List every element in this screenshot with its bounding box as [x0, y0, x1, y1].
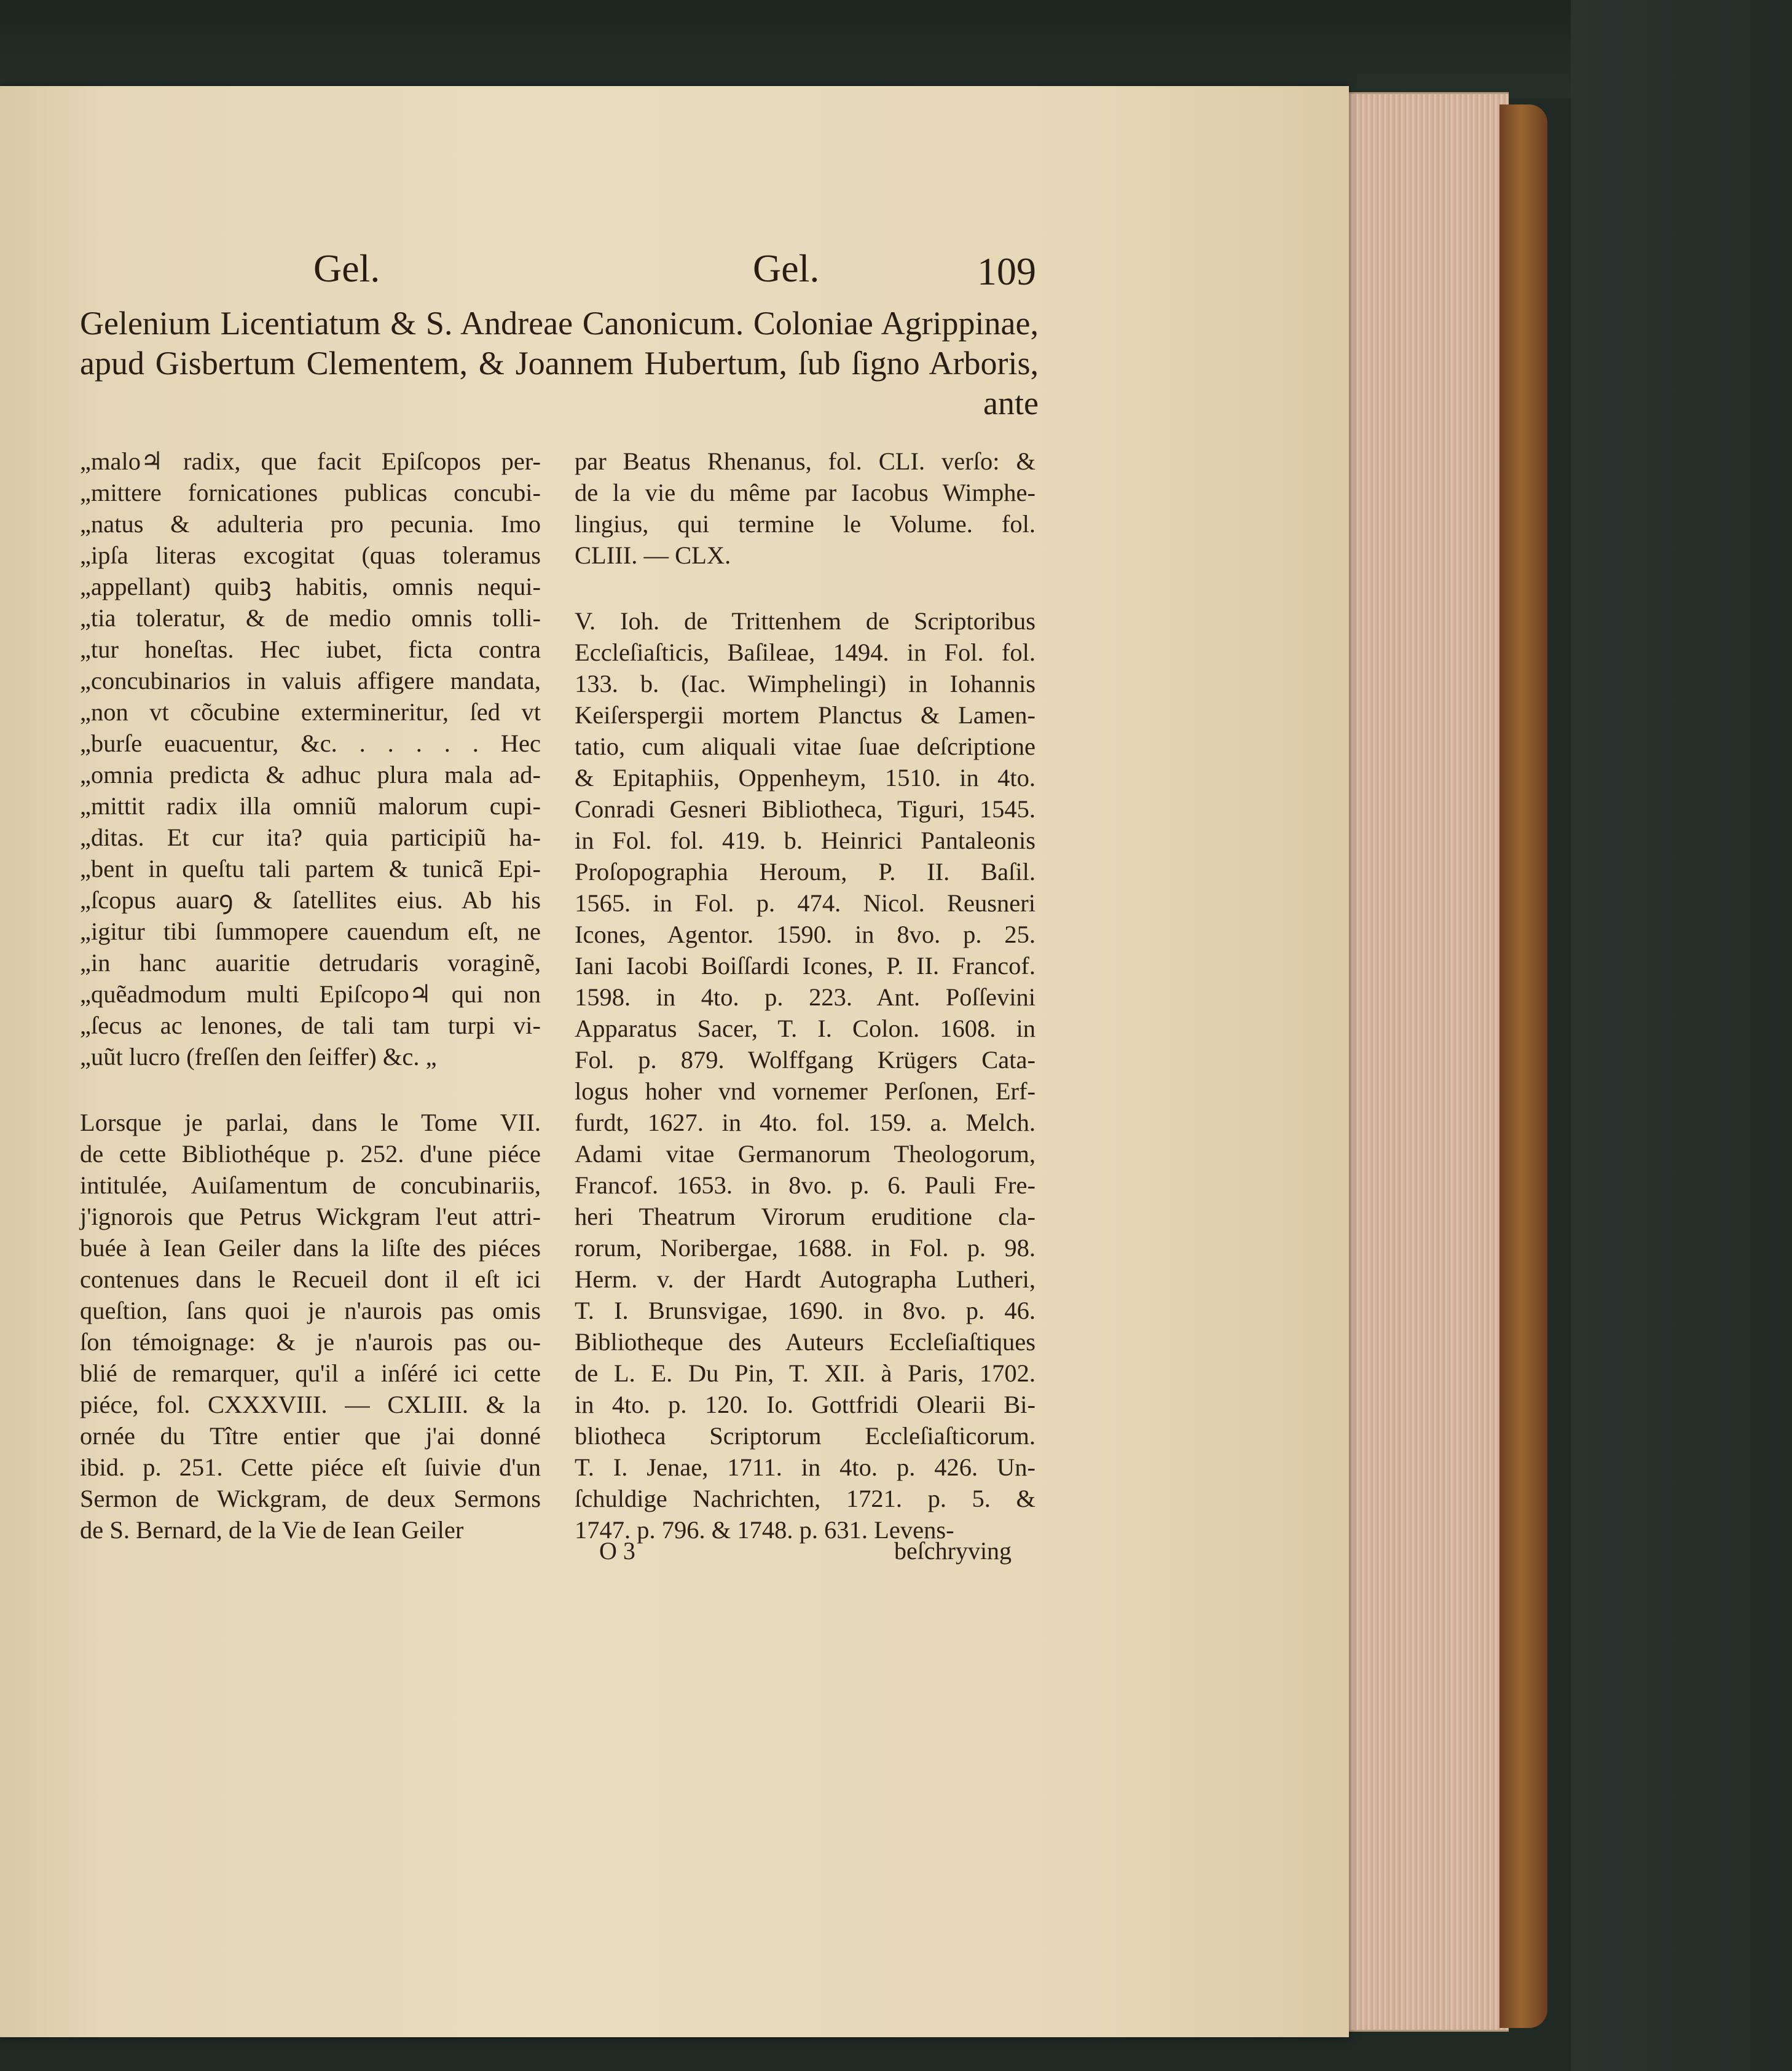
text-line: Lorsque je parlai, dans le Tome VII.: [80, 1109, 541, 1136]
text-line: contenues dans le Recueil dont il eſt ici: [80, 1265, 541, 1293]
text-line: de la vie du même par Iacobus Wimphe-: [575, 479, 1036, 506]
text-line: T. I. Brunsvigae, 1690. in 8vo. p. 46.: [575, 1297, 1036, 1324]
text-line: „mittit radix illa omniũ malorum cupi-: [80, 792, 541, 820]
text-line: Icones, Agentor. 1590. in 8vo. p. 25.: [575, 921, 1036, 948]
text-line: Apparatus Sacer, T. I. Colon. 1608. in: [575, 1015, 1036, 1042]
text-line: de cette Bibliothéque p. 252. d'une piéce: [80, 1140, 541, 1168]
background-right: [1571, 0, 1792, 2071]
title-line: apud Gisbertum Clementem, & Joannem Hubertum, ſub ſigno Arboris,: [80, 345, 1039, 382]
text-line: j'ignorois que Petrus Wickgram l'eut attri-: [80, 1203, 541, 1230]
text-line: „mittere fornicationes publicas concubi-: [80, 479, 541, 506]
background-top: [0, 0, 1792, 98]
left-column: [80, 446, 541, 1546]
text-line: Proſopographia Heroum, P. II. Baſil.: [575, 858, 1036, 886]
text-line: heri Theatrum Virorum eruditione cla-: [575, 1203, 1036, 1230]
text-line: V. Ioh. de Trittenhem de Scriptoribus: [575, 607, 1036, 635]
text-line: piéce, fol. CXXXVIII. — CXLIII. & la: [80, 1391, 541, 1418]
text-line: „igitur tibi ſummopere cauendum eſt, ne: [80, 918, 541, 945]
text-line: „in hanc auaritie detrudaris voraginẽ,: [80, 949, 541, 977]
text-line: queſtion, ſans quoi je n'aurois pas omis: [80, 1297, 541, 1324]
text-line: in 4to. p. 120. Io. Gottfridi Olearii Bi-: [575, 1391, 1036, 1418]
running-head-left: Gel.: [313, 246, 380, 290]
text-line: „ipſa literas excogitat (quas toleramus: [80, 541, 541, 569]
text-line: 1598. in 4to. p. 223. Ant. Poſſevini: [575, 983, 1036, 1011]
text-line: par Beatus Rhenanus, fol. CLI. verſo: &: [575, 447, 1036, 475]
text-line: „uũt lucro (freſſen den ſeiffer) &c. „: [80, 1043, 437, 1071]
text-line: „ſcopus auarꝯ & ſatellites eius. Ab his: [80, 886, 541, 914]
signature-mark: O 3: [599, 1537, 635, 1565]
text-line: ſon témoignage: & je n'aurois pas ou-: [80, 1328, 541, 1356]
text-line: „concubinarios in valuis affigere mandata,: [80, 667, 541, 694]
text-line: ſchuldige Nachrichten, 1721. p. 5. &: [575, 1485, 1036, 1512]
text-line: „omnia predicta & adhuc plura mala ad-: [80, 761, 541, 788]
text-line: Eccleſiaſticis, Baſileae, 1494. in Fol. fol.: [575, 639, 1036, 666]
paragraph-gap: [575, 571, 1036, 605]
text-line: furdt, 1627. in 4to. fol. 159. a. Melch.: [575, 1109, 1036, 1136]
text-line: Adami vitae Germanorum Theologorum,: [575, 1140, 1036, 1168]
text-line: 133. b. (Iac. Wimphelingi) in Iohannis: [575, 670, 1036, 698]
text-line: blié de remarquer, qu'il a inſéré ici cette: [80, 1359, 541, 1387]
text-line: de S. Bernard, de la Vie de Iean Geiler: [80, 1516, 464, 1544]
text-line: „malo♃ radix, que facit Epiſcopos per-: [80, 447, 541, 475]
text-line: Francof. 1653. in 8vo. p. 6. Pauli Fre-: [575, 1171, 1036, 1199]
text-line: Sermon de Wickgram, de deux Sermons: [80, 1485, 541, 1512]
text-line: 1565. in Fol. p. 474. Nicol. Reusneri: [575, 889, 1036, 917]
text-line: „appellant) quibꝫ habitis, omnis nequi-: [80, 573, 541, 600]
paragraph-gap: [80, 1072, 541, 1107]
text-line: T. I. Jenae, 1711. in 4to. p. 426. Un-: [575, 1453, 1036, 1481]
text-line: de L. E. Du Pin, T. XII. à Paris, 1702.: [575, 1359, 1036, 1387]
text-line: ornée du Tître entier que j'ai donné: [80, 1422, 541, 1450]
text-line: „ditas. Et cur ita? quia participiũ ha-: [80, 823, 541, 851]
title-line: ante: [983, 385, 1039, 422]
page-number: 109: [977, 250, 1036, 293]
text-line: lingius, qui termine le Volume. fol.: [575, 510, 1036, 538]
text-line: Conradi Gesneri Bibliotheca, Tiguri, 1545.: [575, 795, 1036, 823]
text-line: „natus & adulteria pro pecunia. Imo: [80, 510, 541, 538]
text-line: buée à Iean Geiler dans la liſte des piéces: [80, 1234, 541, 1262]
text-line: „tur honeſtas. Hec iubet, ficta contra: [80, 635, 541, 663]
text-line: „quẽadmodum multi Epiſcopo♃ qui non: [80, 980, 541, 1008]
text-line: „bent in queſtu tali partem & tunicã Epi-: [80, 855, 541, 882]
text-line: tatio, cum aliquali vitae ſuae deſcriptione: [575, 733, 1036, 760]
text-line: logus hoher vnd vornemer Perſonen, Erf-: [575, 1077, 1036, 1105]
title-line: Gelenium Licentiatum & S. Andreae Canonicum. Coloniae Agrippinae,: [80, 305, 1039, 342]
text-line: CLIII. — CLX.: [575, 541, 731, 569]
text-line: Iani Iacobi Boiſſardi Icones, P. II. Francof.: [575, 952, 1036, 980]
catchword: beſchryving: [894, 1537, 1012, 1565]
text-line: ibid. p. 251. Cette piéce eſt ſuivie d'un: [80, 1453, 541, 1481]
text-line: & Epitaphiis, Oppenheym, 1510. in 4to.: [575, 764, 1036, 792]
text-line: in Fol. fol. 419. b. Heinrici Pantaleonis: [575, 827, 1036, 854]
text-line: bliotheca Scriptorum Eccleſiaſticorum.: [575, 1422, 1036, 1450]
text-line: Fol. p. 879. Wolffgang Krügers Cata-: [575, 1046, 1036, 1074]
book-cover: [1499, 104, 1547, 2028]
text-line: intitulée, Auiſamentum de concubinariis,: [80, 1171, 541, 1199]
text-line: „non vt cõcubine extermineritur, ſed vt: [80, 698, 541, 726]
text-line: 1747. p. 796. & 1748. p. 631. Levens-: [575, 1516, 954, 1544]
page-edges: [1343, 92, 1509, 2032]
text-line: „burſe euacuentur, &c. . . . . . Hec: [80, 729, 541, 757]
running-head-center: Gel.: [753, 246, 820, 290]
right-column: [575, 446, 1036, 1546]
text-line: Bibliotheque des Auteurs Eccleſiaſtiques: [575, 1328, 1036, 1356]
text-line: Herm. v. der Hardt Autographa Lutheri,: [575, 1265, 1036, 1293]
text-line: „ſecus ac lenones, de tali tam turpi vi-: [80, 1012, 541, 1039]
text-line: rorum, Noribergae, 1688. in Fol. p. 98.: [575, 1234, 1036, 1262]
text-line: „tia toleratur, & de medio omnis tolli-: [80, 604, 541, 632]
text-line: Keiſerspergii mortem Planctus & Lamen-: [575, 701, 1036, 729]
